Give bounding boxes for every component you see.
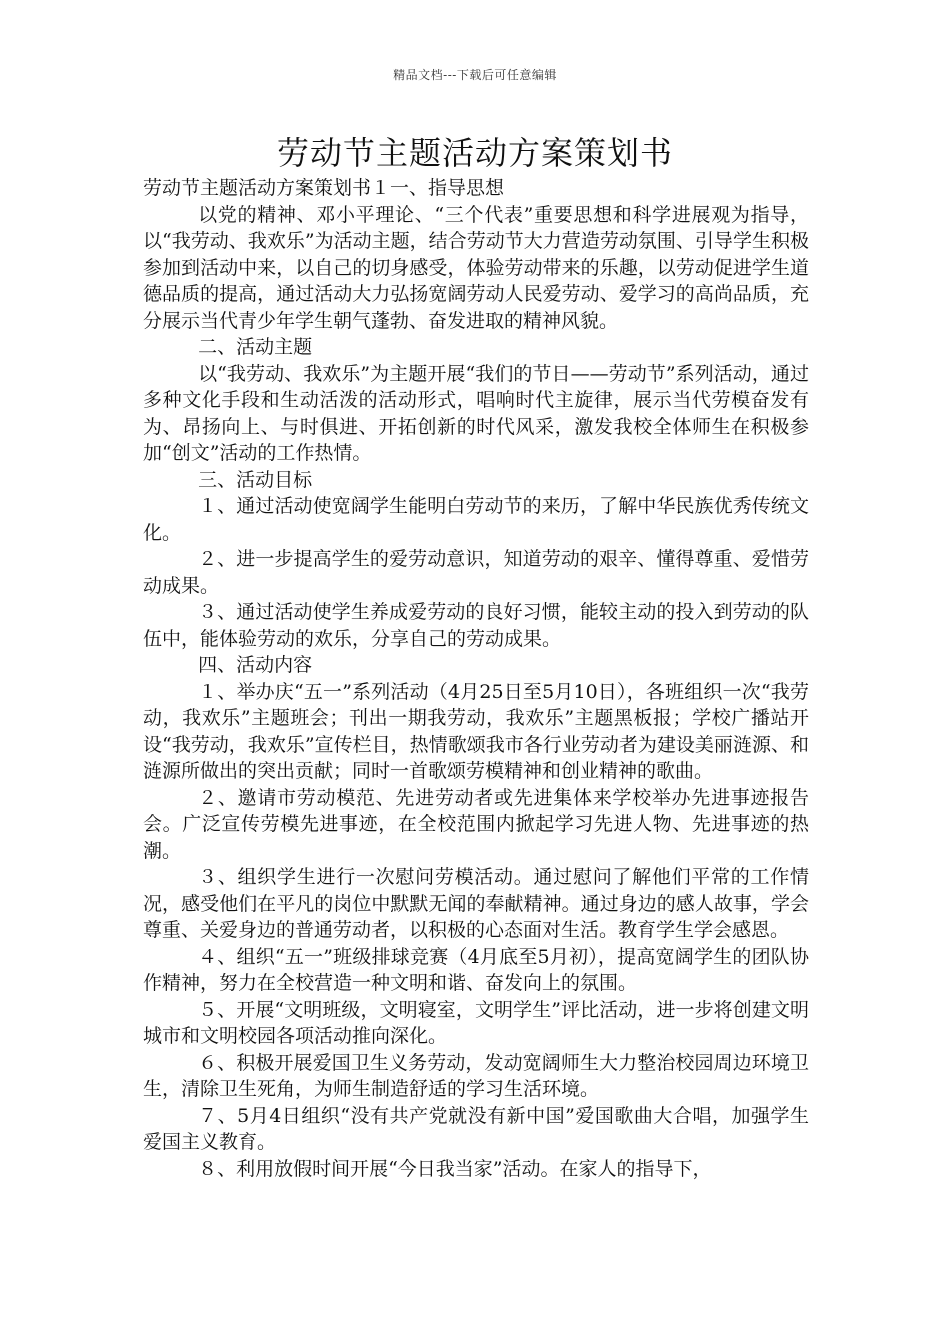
body-paragraph: 以“我劳动、我欢乐”为主题开展“我们的节日——劳动节”系列活动，通过多种文化手段和生动活泼的活动形式，唱响时代主旋律，展示当代劳模奋发有为、昂扬向上、与时俱进、开拓创新的时代风采，激发我校全体师生在积极参加“创文”活动的工作热情。 — [143, 362, 809, 464]
section-heading: 二、活动主题 — [198, 336, 313, 358]
document-title: 劳动节主题活动方案策划书 — [276, 134, 673, 172]
list-item: １、举办庆“五一”系列活动（4月25日至5月10日），各班组织一次“我劳动，我欢乐”主题班会；刊出一期我劳动，我欢乐”主题黑板报；学校广播站开设“我劳动，我欢乐”宣传栏目，热情歌颂我市各行业劳动者为建设美丽涟源、和涟源所做出的突出贡献；同时一首歌颂劳模精神和创业精神的歌曲。 — [143, 680, 809, 782]
list-item: ２、进一步提高学生的爱劳动意识，知道劳动的艰辛、懂得尊重、爱惜劳动成果。 — [143, 548, 809, 597]
header-note: 精品文档---下载后可任意编辑 — [393, 68, 557, 82]
section-heading: 四、活动内容 — [198, 654, 313, 676]
list-item: ３、通过活动使学生养成爱劳动的良好习惯，能较主动的投入到劳动的队伍中，能体验劳动的欢乐，分享自己的劳动成果。 — [143, 601, 809, 650]
list-item: ７、5月4日组织“没有共产党就没有新中国”爱国歌曲大合唱，加强学生爱国主义教育。 — [143, 1104, 809, 1153]
list-item: １、通过活动使宽阔学生能明白劳动节的来历，了解中华民族优秀传统文化。 — [143, 495, 809, 544]
body-paragraph: 以党的精神、邓小平理论、“三个代表”重要思想和科学进展观为指导，以“我劳动、我欢乐”为活动主题，结合劳动节大力营造劳动氛围、引导学生积极参加到活动中来，以自己的切身感受，体验劳动带来的乐趣，以劳动促进学生道德品质的提高，通过活动大力弘扬宽阔劳动人民爱劳动、爱学习的高尚品质，充分展示当代青少年学生朝气蓬勃、奋发进取的精神风貌。 — [143, 203, 809, 332]
list-item: ６、积极开展爱国卫生义务劳动，发动宽阔师生大力整治校园周边环境卫生，清除卫生死角，为师生制造舒适的学习生活环境。 — [143, 1051, 809, 1100]
section-heading: 三、活动目标 — [198, 468, 313, 491]
document-body — [143, 175, 809, 1182]
list-item: ８、利用放假时间开展“今日我当家”活动。在家人的指导下， — [198, 1157, 712, 1180]
list-item: ３、组织学生进行一次慰问劳模活动。通过慰问了解他们平常的工作情况，感受他们在平凡的岗位中默默无闻的奉献精神。通过身边的感人故事，学会尊重、关爱身边的普通劳动者，以积极的心态面对生活。教育学生学会感恩。 — [143, 866, 809, 941]
list-item: ２、邀请市劳动模范、先进劳动者或先进集体来学校举办先进事迹报告会。广泛宣传劳模先进事迹，在全校范围内掀起学习先进人物、先进事迹的热潮。 — [143, 786, 809, 862]
list-item: ５、开展“文明班级，文明寝室，文明学生”评比活动，进一步将创建文明城市和文明校园各项活动推向深化。 — [143, 998, 809, 1047]
body-paragraph-intro: 劳动节主题活动方案策划书１一、指导思想 — [143, 177, 505, 199]
list-item: ４、组织“五一”班级排球竞赛（4月底至5月初），提高宽阔学生的团队协作精神，努力在全校营造一种文明和谐、奋发向上的氛围。 — [143, 945, 809, 994]
